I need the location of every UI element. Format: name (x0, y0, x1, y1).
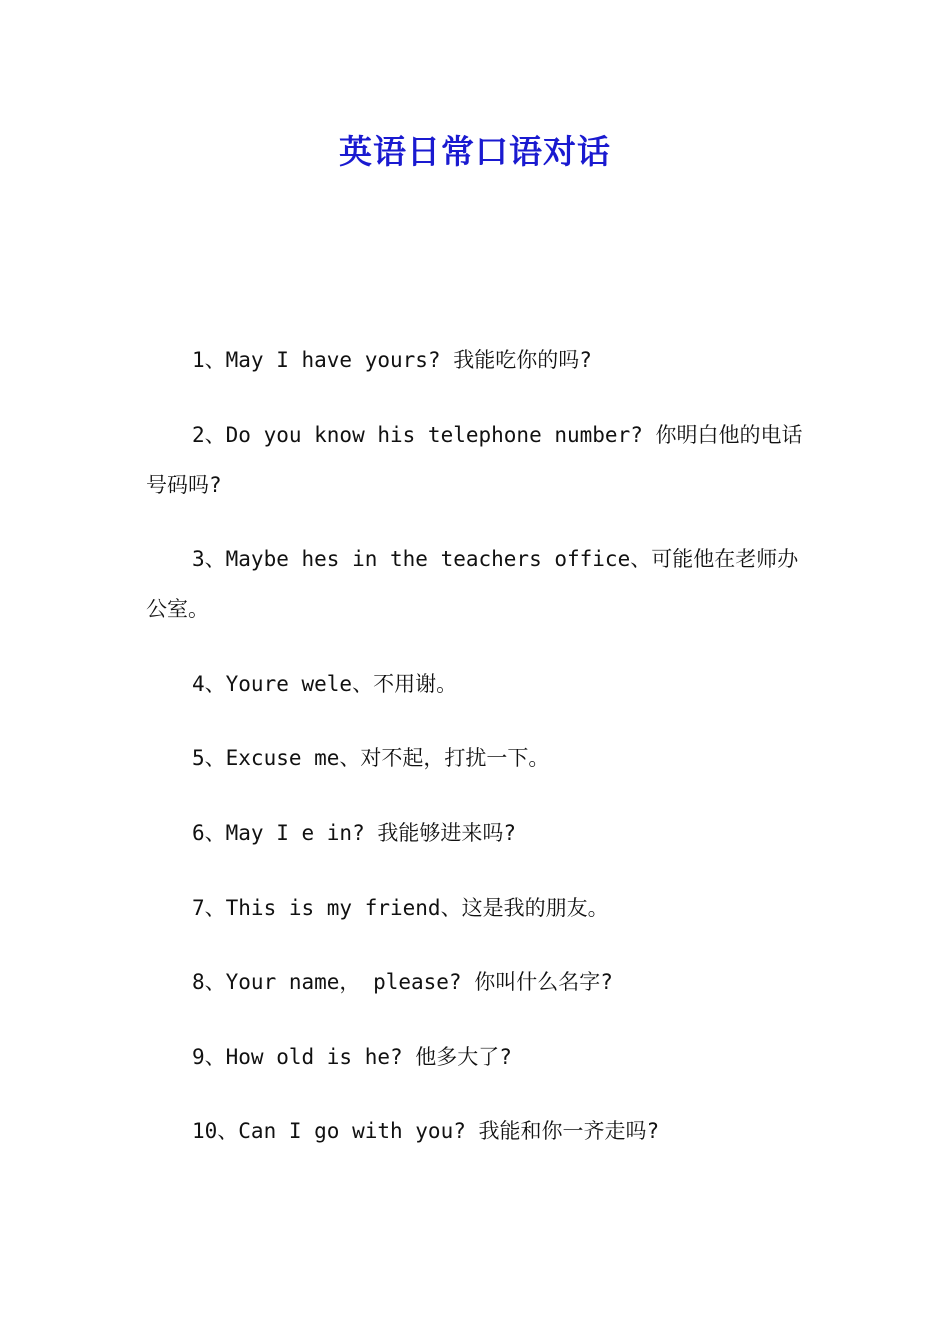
dialogue-line-5: 5、Excuse me、对不起，打扰一下。 (192, 746, 550, 771)
document-body (146, 335, 810, 1181)
document-title: 英语日常口语对话 (339, 132, 611, 171)
dialogue-line-1: 1、May I have yours? 我能吃你的吗? (192, 348, 592, 372)
dialogue-line-10: 10、Can I go with you? 我能和你一齐走吗? (192, 1119, 660, 1144)
dialogue-line-3: 3、Maybe hes in the teachers office、可能他在老师办公室。 (146, 547, 799, 622)
dialogue-line-2: 2、Do you know his telephone number? 你明白他的电话号码吗? (146, 422, 803, 497)
dialogue-line-4: 4、Youre wele、不用谢。 (192, 671, 458, 696)
dialogue-line-9: 9、How old is he? 他多大了? (192, 1044, 512, 1069)
dialogue-line-6: 6、May I e in? 我能够进来吗? (192, 820, 517, 845)
dialogue-line-8: 8、Your name， please? 你叫什么名字? (192, 970, 613, 995)
dialogue-line-7: 7、This is my friend、这是我的朋友。 (192, 895, 609, 920)
